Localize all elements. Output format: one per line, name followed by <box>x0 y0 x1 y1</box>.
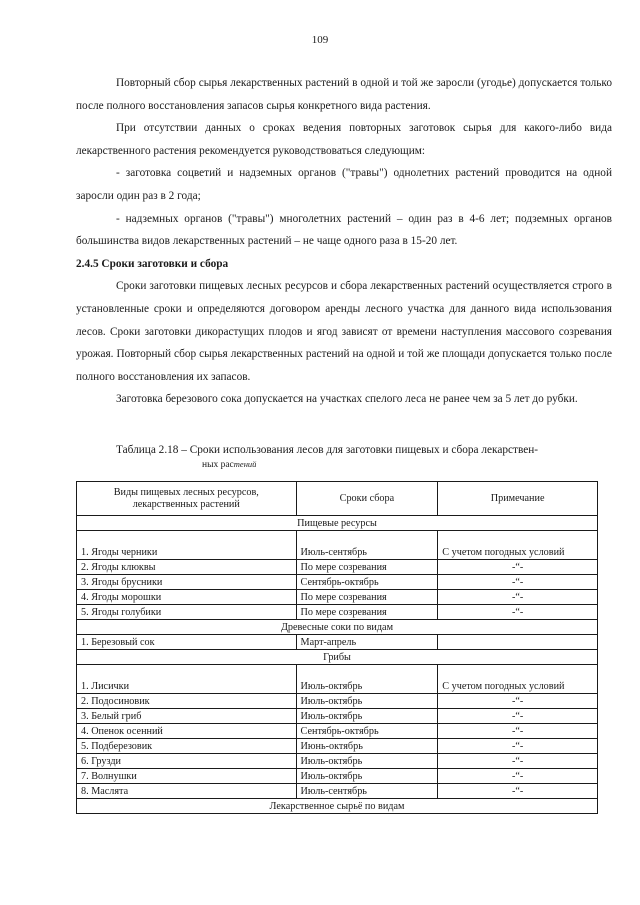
list-item: - заготовка соцветий и надземных органов ("травы") однолетних растений проводится на одной заросли один раз в 2 года; <box>76 167 612 202</box>
table-cell-note: -“- <box>438 590 598 605</box>
table-row <box>77 739 598 754</box>
table-header-period: Сроки сбора <box>296 482 438 516</box>
table-cell-period: Июль-сентябрь <box>296 531 438 560</box>
table-cell-period: По мере созревания <box>296 605 438 620</box>
table-cell-note: -“- <box>438 709 598 724</box>
table-row <box>77 665 598 694</box>
table-group-row <box>77 799 598 814</box>
table-cell-note <box>438 635 598 650</box>
harvest-schedule-table <box>76 481 598 814</box>
table-header-note: Примечание <box>438 482 598 516</box>
table-group-row <box>77 650 598 665</box>
table-cell-note: -“- <box>438 605 598 620</box>
table-cell-period: Сентябрь-октябрь <box>296 724 438 739</box>
table-cell-period: Июль-октябрь <box>296 709 438 724</box>
table-cell-resource: 1. Березовый сок <box>77 635 297 650</box>
table-row <box>77 560 598 575</box>
table-row <box>77 724 598 739</box>
table-group-title: Грибы <box>77 650 598 665</box>
table-group-title: Древесные соки по видам <box>77 620 598 635</box>
table-row <box>77 784 598 799</box>
table-row <box>77 754 598 769</box>
table-cell-note: -“- <box>438 694 598 709</box>
table-cell-resource: 5. Ягоды голубики <box>77 605 297 620</box>
table-cell-period: Март-апрель <box>296 635 438 650</box>
table-cell-resource: 5. Подберезовик <box>77 739 297 754</box>
paragraph: Заготовка березового сока допускается на участках спелого леса не ранее чем за 5 лет до рубки. <box>116 393 578 406</box>
table-row <box>77 635 598 650</box>
paragraph: Повторный сбор сырья лекарственных растений в одной и той же заросли (угодье) допускается только после полного восстановления запасов сырья конкретного вида растения. <box>76 77 612 112</box>
caption-line-1: Таблица 2.18 – Сроки использования лесов для заготовки пищевых и сбора лекарствен- <box>116 444 539 456</box>
table-cell-note: -“- <box>438 754 598 769</box>
table-row <box>77 590 598 605</box>
page-number: 109 <box>311 34 329 46</box>
table-cell-resource: 3. Ягоды брусники <box>77 575 297 590</box>
table-cell-note: -“- <box>438 784 598 799</box>
table-cell-period: Сентябрь-октябрь <box>296 575 438 590</box>
table-cell-resource: 7. Волнушки <box>77 769 297 784</box>
table-cell-resource: 1. Лисички <box>77 665 297 694</box>
table-cell-period: Июль-сентябрь <box>296 784 438 799</box>
table-cell-resource: 2. Ягоды клюквы <box>77 560 297 575</box>
table-cell-resource: 3. Белый гриб <box>77 709 297 724</box>
table-group-row <box>77 516 598 531</box>
table-cell-period: Июль-октябрь <box>296 694 438 709</box>
table-caption <box>116 443 606 472</box>
table-cell-period: Июль-октябрь <box>296 665 438 694</box>
table-cell-note: -“- <box>438 739 598 754</box>
table-group-title: Пищевые ресурсы <box>77 516 598 531</box>
table-row <box>77 709 598 724</box>
table-cell-resource: 1. Ягоды черники <box>77 531 297 560</box>
caption-italic: тений <box>233 459 257 469</box>
caption-text: ных рас <box>202 460 234 470</box>
caption-line-2 <box>116 457 606 472</box>
table-cell-note: С учетом погодных условий <box>438 531 598 560</box>
table-cell-period: Июль-октябрь <box>296 754 438 769</box>
table-cell-period: Июнь-октябрь <box>296 739 438 754</box>
section-heading: 2.4.5 Сроки заготовки и сбора <box>76 257 229 270</box>
table-cell-note: -“- <box>438 724 598 739</box>
paragraph: При отсутствии данных о сроках ведения повторных заготовок сырья для какого-либо вида лекарственного растения рекомендуется руководствоваться следующим: <box>76 122 612 157</box>
table-row <box>77 531 598 560</box>
table-cell-note: -“- <box>438 560 598 575</box>
table-row <box>77 575 598 590</box>
paragraph: Сроки заготовки пищевых лесных ресурсов и сбора лекарственных растений осуществляется строго в установленные сроки и определяются договором аренды лесного участка для данного вида использования лесов. Сроки заготовки дикорастущих плодов и ягод зависят от времени наступления массового созревания урожая. Повторный сбор сырья лекарственных растений на одной и той же площади допускается только после полного восстановления их запасов. <box>76 280 612 383</box>
table-body <box>77 516 598 814</box>
table-cell-resource: 2. Подосиновик <box>77 694 297 709</box>
table-group-title: Лекарственное сырьё по видам <box>77 799 598 814</box>
table-cell-note: -“- <box>438 769 598 784</box>
table-cell-resource: 4. Опенок осенний <box>77 724 297 739</box>
list-item: - надземных органов ("травы") многолетних растений – один раз в 4-6 лет; подземных органов большинства видов лекарственных растений – не чаще одного раза в 15-20 лет. <box>76 212 612 248</box>
body-text <box>76 72 612 411</box>
table-row <box>77 769 598 784</box>
table-cell-period: По мере созревания <box>296 560 438 575</box>
table-cell-resource: 4. Ягоды морошки <box>77 590 297 605</box>
table-row <box>77 694 598 709</box>
table-row <box>77 605 598 620</box>
table-group-row <box>77 620 598 635</box>
table-cell-resource: 6. Грузди <box>77 754 297 769</box>
table-cell-note: С учетом погодных условий <box>438 665 598 694</box>
table-cell-period: По мере созревания <box>296 590 438 605</box>
table-header-resource: Виды пищевых лесных ресурсов, лекарственных растений <box>77 482 297 516</box>
table-cell-resource: 8. Маслята <box>77 784 297 799</box>
table-cell-note: -“- <box>438 575 598 590</box>
table-cell-period: Июль-октябрь <box>296 769 438 784</box>
